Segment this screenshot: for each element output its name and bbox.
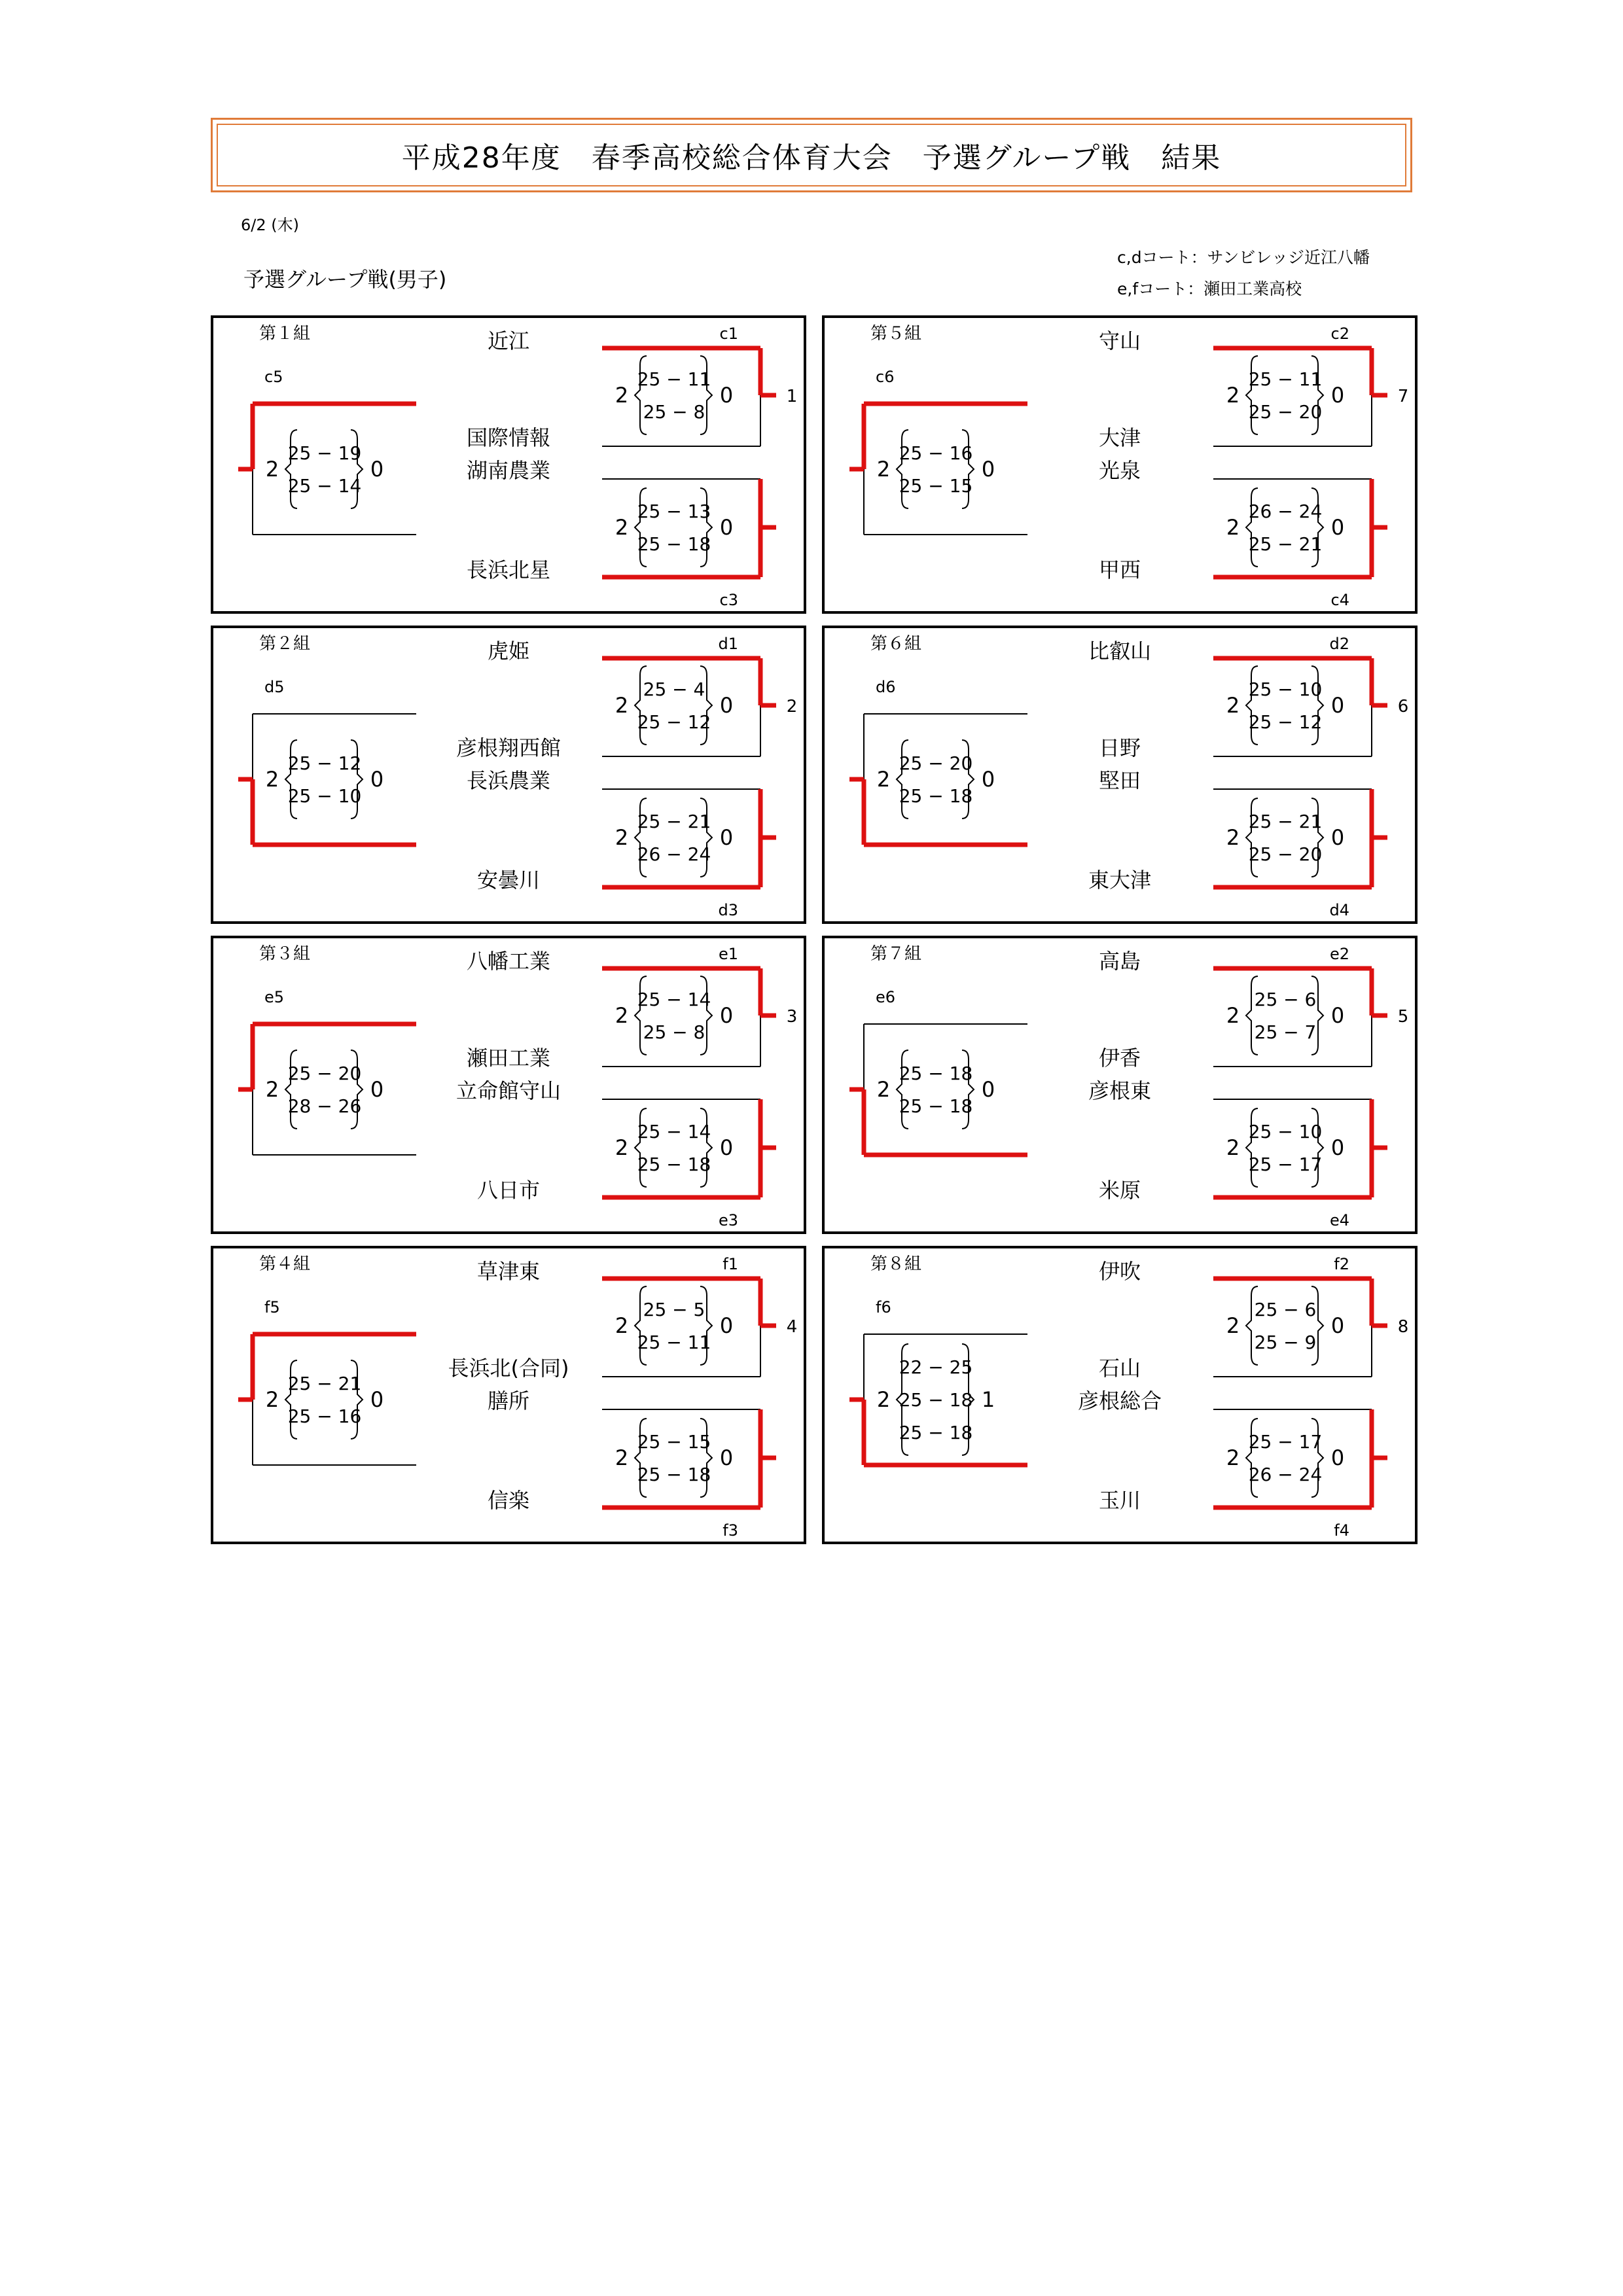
- right-brace: [962, 430, 974, 508]
- set-score: 25 − 18: [637, 1464, 711, 1485]
- group-panel: [211, 626, 806, 924]
- court-code-bottom: e4: [1329, 1211, 1349, 1229]
- left-brace: [635, 1419, 647, 1497]
- set-score: 25 − 12: [637, 711, 711, 733]
- sets-won-left: 2: [265, 1387, 279, 1412]
- match-date: 6/2 (木): [241, 216, 299, 234]
- court-code-bottom: f3: [722, 1521, 738, 1540]
- group-label: 第４組: [259, 1254, 311, 1274]
- group-panel: [211, 936, 806, 1234]
- sets-won-right: 0: [1330, 1003, 1345, 1028]
- set-score: 25 − 18: [899, 1095, 973, 1117]
- set-score: 25 − 13: [637, 501, 711, 522]
- left-brace: [285, 430, 297, 508]
- team-name: 比叡山: [1088, 639, 1152, 663]
- sets-won-right: 0: [370, 457, 384, 482]
- sets-won-right: 0: [719, 1003, 734, 1028]
- group-label: 第８組: [870, 1254, 922, 1274]
- set-score: 25 − 18: [899, 1389, 973, 1411]
- sets-won-right: 0: [719, 515, 734, 540]
- group-rank: 1: [786, 387, 798, 406]
- set-score: 26 − 24: [1248, 1464, 1323, 1485]
- court-code-top: d1: [718, 635, 738, 653]
- set-score: 25 − 8: [643, 1021, 705, 1043]
- team-name: 光泉: [1098, 458, 1141, 483]
- sets-won-left: 2: [1226, 515, 1240, 540]
- sets-won-right: 0: [1330, 1135, 1345, 1160]
- left-brace: [1246, 976, 1258, 1055]
- team-name: 虎姫: [487, 639, 530, 663]
- set-score: 25 − 16: [287, 1405, 362, 1427]
- court-info-cd: c,dコート：サンビレッジ近江八幡: [1117, 248, 1370, 267]
- section-heading: 予選グループ戦(男子): [243, 267, 447, 292]
- left-brace: [285, 1360, 297, 1439]
- group-label: 第１組: [259, 324, 311, 344]
- sets-won-right: 0: [1330, 515, 1345, 540]
- court-code-top: c1: [719, 325, 738, 343]
- left-brace: [897, 740, 908, 819]
- set-score: 25 − 12: [287, 752, 362, 774]
- set-score: 25 − 17: [1248, 1154, 1323, 1175]
- group-label: 第２組: [259, 634, 311, 654]
- sets-won-right: 0: [1330, 1313, 1345, 1338]
- sets-won-right: 0: [370, 1387, 384, 1412]
- group-rank: 5: [1397, 1007, 1409, 1027]
- team-name: 近江: [487, 328, 530, 353]
- group-rank: 7: [1397, 387, 1409, 406]
- left-brace: [635, 488, 647, 567]
- court-code-top: f2: [1334, 1255, 1349, 1273]
- group-label: 第３組: [259, 944, 311, 964]
- sets-won-left: 2: [1226, 1003, 1240, 1028]
- set-score: 25 − 9: [1254, 1332, 1317, 1353]
- right-brace: [1311, 1108, 1323, 1187]
- team-name: 長浜農業: [466, 768, 551, 793]
- team-name: 八日市: [476, 1178, 541, 1203]
- set-score: 25 − 10: [1248, 679, 1323, 700]
- sets-won-left: 2: [265, 457, 279, 482]
- set-score: 26 − 24: [637, 843, 711, 865]
- set-score: 25 − 18: [899, 1422, 973, 1443]
- sets-won-left: 2: [1226, 693, 1240, 718]
- sets-won-left: 2: [615, 1135, 629, 1160]
- court-code-left: d6: [876, 678, 896, 696]
- set-score: 25 − 6: [1254, 1299, 1317, 1320]
- title-inner-frame: [217, 124, 1406, 186]
- set-score: 25 − 11: [1248, 368, 1323, 390]
- set-score: 26 − 24: [1248, 501, 1323, 522]
- court-code-top: f1: [722, 1255, 738, 1273]
- team-name: 玉川: [1098, 1488, 1141, 1513]
- set-score: 25 − 11: [637, 368, 711, 390]
- group-panel: [822, 626, 1418, 924]
- set-score: 25 − 4: [643, 679, 705, 700]
- sets-won-left: 2: [1226, 1445, 1240, 1470]
- team-name: 瀬田工業: [466, 1046, 551, 1070]
- team-name: 信楽: [487, 1488, 530, 1513]
- right-brace: [1311, 798, 1323, 877]
- sets-won-right: 0: [1330, 383, 1345, 408]
- sets-won-right: 0: [719, 1313, 734, 1338]
- sets-won-left: 2: [1226, 825, 1240, 850]
- group-rank: 2: [786, 697, 798, 716]
- group-label: 第５組: [870, 324, 922, 344]
- set-score: 25 − 12: [1248, 711, 1323, 733]
- team-name: 日野: [1098, 735, 1141, 760]
- court-code-bottom: f4: [1334, 1521, 1349, 1540]
- sets-won-left: 2: [615, 515, 629, 540]
- right-brace: [700, 1108, 712, 1187]
- set-score: 25 − 18: [637, 1154, 711, 1175]
- sets-won-left: 2: [876, 1077, 891, 1102]
- left-brace: [635, 798, 647, 877]
- right-brace: [351, 1050, 363, 1129]
- court-code-bottom: c3: [719, 591, 738, 609]
- set-score: 25 − 19: [287, 442, 362, 464]
- sets-won-right: 0: [370, 767, 384, 792]
- right-brace: [700, 976, 712, 1055]
- group-panel: [211, 1246, 806, 1544]
- set-score: 25 − 14: [637, 989, 711, 1010]
- left-brace: [1246, 1419, 1258, 1497]
- right-brace: [1311, 1286, 1323, 1365]
- sets-won-left: 2: [265, 1077, 279, 1102]
- sets-won-left: 2: [615, 1313, 629, 1338]
- team-name: 彦根東: [1088, 1078, 1152, 1103]
- team-name: 長浜北(合同): [448, 1356, 569, 1381]
- group-label: 第７組: [870, 944, 922, 964]
- title-frame: [211, 118, 1412, 192]
- left-brace: [635, 1108, 647, 1187]
- right-brace: [700, 798, 712, 877]
- group-panel: [822, 1246, 1418, 1544]
- set-score: 25 − 10: [1248, 1121, 1323, 1142]
- court-code-top: e2: [1329, 945, 1349, 963]
- set-score: 22 − 25: [899, 1356, 973, 1378]
- set-score: 25 − 18: [899, 785, 973, 807]
- sets-won-right: 0: [1330, 825, 1345, 850]
- left-brace: [1246, 356, 1258, 434]
- team-name: 彦根翔西館: [455, 735, 562, 760]
- right-brace: [700, 356, 712, 434]
- set-score: 25 − 20: [1248, 401, 1323, 423]
- team-name: 八幡工業: [466, 949, 551, 974]
- right-brace: [1311, 356, 1323, 434]
- sets-won-right: 0: [981, 457, 995, 482]
- set-score: 25 − 17: [1248, 1431, 1323, 1453]
- sets-won-left: 2: [615, 1445, 629, 1470]
- sets-won-left: 2: [615, 383, 629, 408]
- left-brace: [285, 740, 297, 819]
- right-brace: [700, 666, 712, 745]
- court-code-left: d5: [264, 678, 285, 696]
- team-name: 東大津: [1088, 868, 1152, 892]
- right-brace: [351, 430, 363, 508]
- sets-won-right: 0: [1330, 693, 1345, 718]
- set-score: 25 − 21: [637, 811, 711, 832]
- group-panel: [822, 936, 1418, 1234]
- left-brace: [635, 1286, 647, 1365]
- sets-won-left: 2: [265, 767, 279, 792]
- right-brace: [351, 1360, 363, 1439]
- sets-won-right: 1: [981, 1387, 995, 1412]
- court-code-left: e5: [264, 988, 285, 1006]
- left-brace: [1246, 488, 1258, 567]
- right-brace: [700, 1286, 712, 1365]
- group-rank: 4: [786, 1317, 798, 1337]
- set-score: 25 − 21: [287, 1373, 362, 1394]
- court-code-bottom: d4: [1329, 901, 1349, 919]
- court-code-left: c6: [876, 368, 895, 386]
- left-brace: [1246, 798, 1258, 877]
- team-name: 守山: [1098, 328, 1141, 353]
- group-label: 第６組: [870, 634, 922, 654]
- left-brace: [635, 976, 647, 1055]
- group-panel: [822, 315, 1418, 614]
- team-name: 安曇川: [476, 868, 541, 892]
- set-score: 25 − 16: [899, 442, 973, 464]
- court-code-top: d2: [1329, 635, 1349, 653]
- set-score: 25 − 15: [637, 1431, 711, 1453]
- left-brace: [635, 356, 647, 434]
- sets-won-left: 2: [876, 767, 891, 792]
- right-brace: [1311, 488, 1323, 567]
- team-name: 高島: [1098, 949, 1141, 974]
- right-brace: [1311, 666, 1323, 745]
- right-brace: [962, 1050, 974, 1129]
- right-brace: [1311, 976, 1323, 1055]
- left-brace: [1246, 666, 1258, 745]
- team-name: 米原: [1098, 1178, 1141, 1203]
- sets-won-left: 2: [615, 825, 629, 850]
- set-score: 25 − 8: [643, 401, 705, 423]
- set-score: 25 − 18: [637, 533, 711, 555]
- court-code-bottom: e3: [718, 1211, 738, 1229]
- set-score: 25 − 14: [287, 475, 362, 497]
- team-name: 草津東: [476, 1259, 541, 1284]
- page-title: 平成28年度 春季高校総合体育大会 予選グループ戦 結果: [401, 141, 1222, 175]
- court-info-ef: e,fコート：瀬田工業高校: [1117, 279, 1302, 298]
- set-score: 25 − 14: [637, 1121, 711, 1142]
- sets-won-left: 2: [1226, 1313, 1240, 1338]
- sets-won-left: 2: [615, 693, 629, 718]
- sets-won-right: 0: [719, 383, 734, 408]
- court-code-bottom: c4: [1330, 591, 1349, 609]
- right-brace: [351, 740, 363, 819]
- left-brace: [1246, 1286, 1258, 1365]
- left-brace: [635, 666, 647, 745]
- team-name: 湖南農業: [466, 458, 551, 483]
- team-name: 伊吹: [1098, 1259, 1141, 1284]
- right-brace: [962, 740, 974, 819]
- set-score: 25 − 20: [899, 752, 973, 774]
- team-name: 彦根総合: [1077, 1388, 1162, 1413]
- court-code-top: c2: [1330, 325, 1349, 343]
- court-code-left: f6: [876, 1298, 891, 1316]
- set-score: 28 − 26: [287, 1095, 362, 1117]
- set-score: 25 − 20: [1248, 843, 1323, 865]
- left-brace: [897, 430, 908, 508]
- right-brace: [700, 488, 712, 567]
- team-name: 膳所: [487, 1388, 530, 1413]
- sets-won-right: 0: [719, 1445, 734, 1470]
- set-score: 25 − 15: [899, 475, 973, 497]
- sets-won-right: 0: [981, 767, 995, 792]
- set-score: 25 − 18: [899, 1063, 973, 1084]
- sets-won-left: 2: [876, 1387, 891, 1412]
- team-name: 伊香: [1098, 1046, 1141, 1070]
- group-rank: 8: [1397, 1317, 1409, 1337]
- group-rank: 6: [1397, 697, 1409, 716]
- team-name: 立命館守山: [455, 1078, 562, 1103]
- set-score: 25 − 5: [643, 1299, 705, 1320]
- sets-won-right: 0: [719, 1135, 734, 1160]
- left-brace: [897, 1050, 908, 1129]
- set-score: 25 − 7: [1254, 1021, 1317, 1043]
- sets-won-right: 0: [719, 693, 734, 718]
- court-code-left: c5: [264, 368, 283, 386]
- court-code-top: e1: [718, 945, 738, 963]
- sets-won-left: 2: [1226, 1135, 1240, 1160]
- right-brace: [1311, 1419, 1323, 1497]
- right-brace: [700, 1419, 712, 1497]
- set-score: 25 − 10: [287, 785, 362, 807]
- group-rank: 3: [786, 1007, 798, 1027]
- sets-won-left: 2: [876, 457, 891, 482]
- team-name: 長浜北星: [466, 557, 551, 582]
- sets-won-right: 0: [719, 825, 734, 850]
- court-code-left: e6: [876, 988, 896, 1006]
- sets-won-left: 2: [1226, 383, 1240, 408]
- court-code-bottom: d3: [718, 901, 738, 919]
- left-brace: [1246, 1108, 1258, 1187]
- team-name: 大津: [1098, 425, 1141, 450]
- sets-won-right: 0: [370, 1077, 384, 1102]
- sets-won-right: 0: [981, 1077, 995, 1102]
- set-score: 25 − 21: [1248, 811, 1323, 832]
- team-name: 石山: [1098, 1356, 1141, 1381]
- set-score: 25 − 21: [1248, 533, 1323, 555]
- team-name: 甲西: [1098, 557, 1141, 582]
- sets-won-left: 2: [615, 1003, 629, 1028]
- group-panel: [211, 315, 806, 614]
- set-score: 25 − 6: [1254, 989, 1317, 1010]
- team-name: 堅田: [1098, 768, 1141, 793]
- team-name: 国際情報: [466, 425, 551, 450]
- court-code-left: f5: [264, 1298, 280, 1316]
- set-score: 25 − 11: [637, 1332, 711, 1353]
- sets-won-right: 0: [1330, 1445, 1345, 1470]
- left-brace: [285, 1050, 297, 1129]
- set-score: 25 − 20: [287, 1063, 362, 1084]
